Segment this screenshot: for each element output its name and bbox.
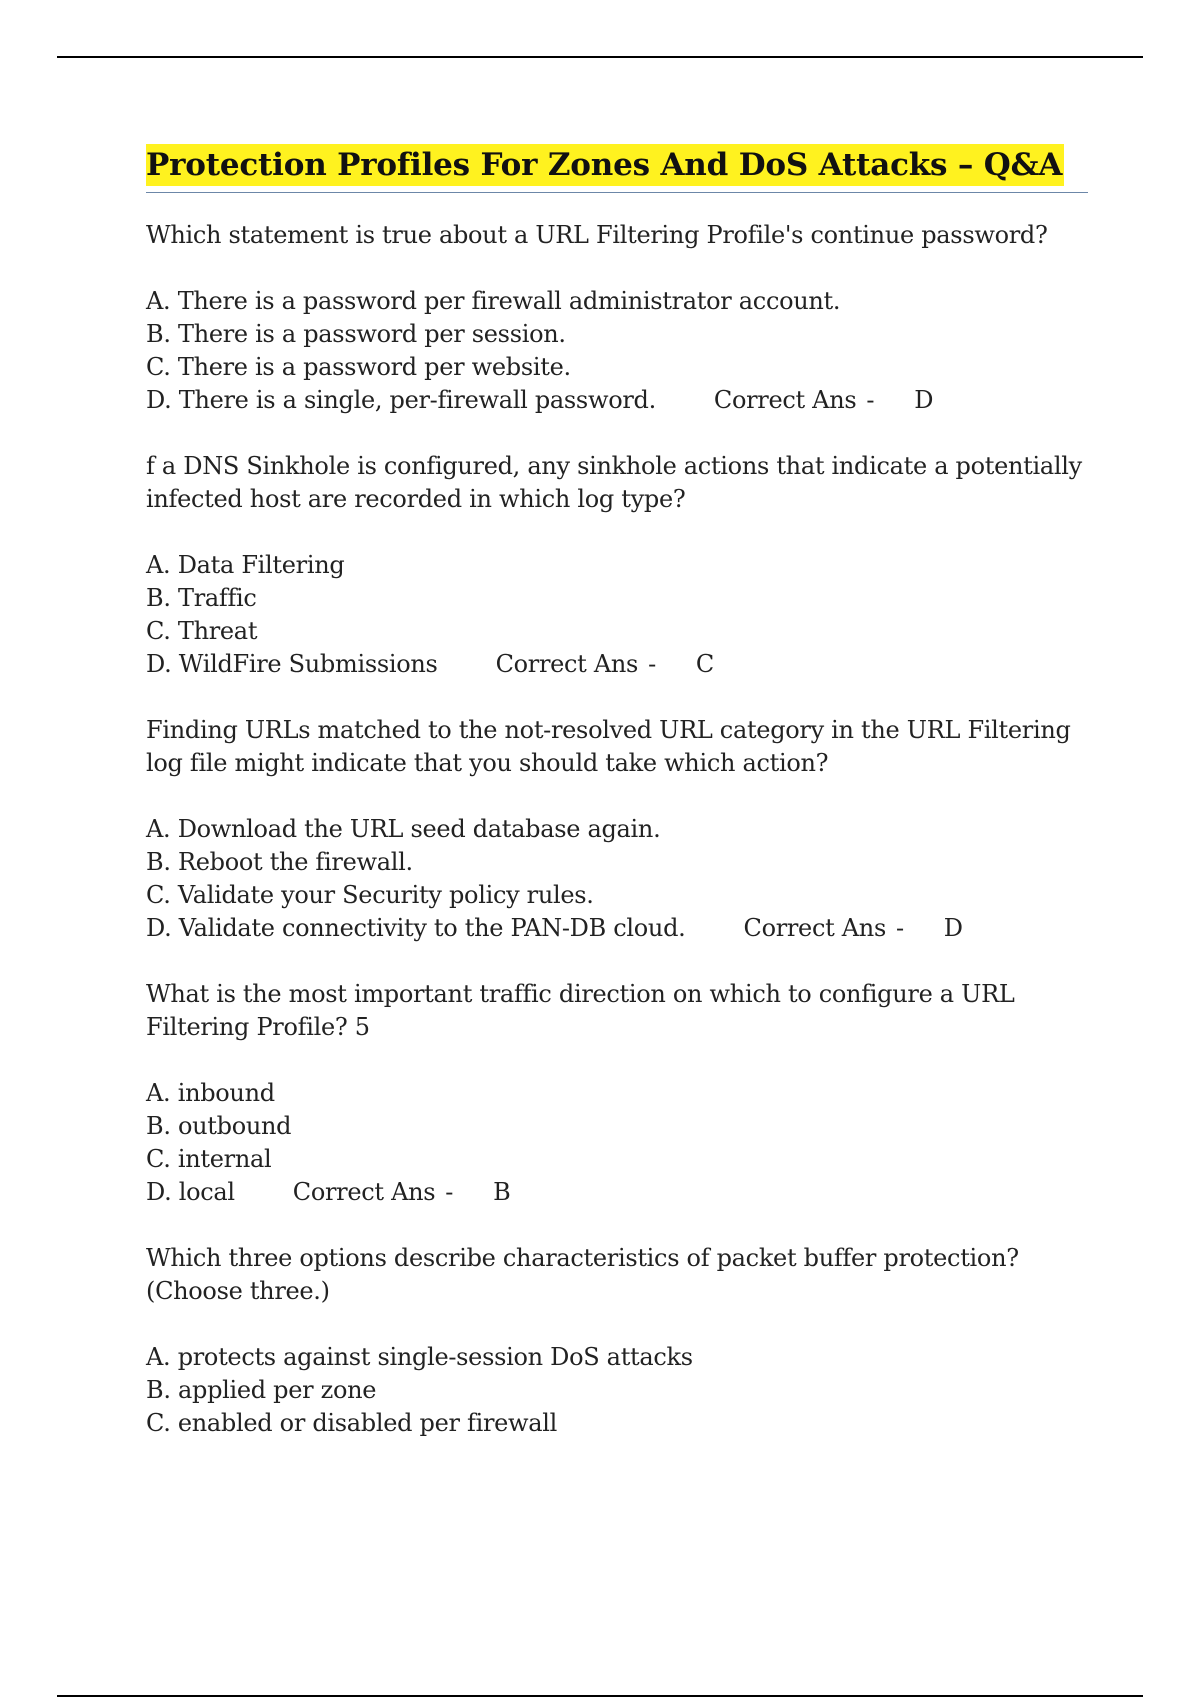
option-item: B. outbound [146,1112,292,1140]
option-item: B. Traffic [146,584,257,612]
question-block [146,1242,1096,1440]
correct-answer-letter: D [914,386,934,414]
document-body [146,144,1096,1473]
answer-dash: - [648,650,656,678]
option-item: A. Download the URL seed database again. [146,815,661,843]
option-item: B. Reboot the firewall. [146,848,413,876]
option-item: C. Validate your Security policy rules. [146,881,594,909]
option-item: A. inbound [146,1079,275,1107]
option-item: D. WildFire Submissions Correct Ans - C [146,650,714,678]
question-text: Which three options describe characteristics of packet buffer protection? (Choose three.) [146,1244,1019,1305]
option-item: A. protects against single-session DoS attacks [146,1343,693,1371]
correct-answer-label: Correct Ans [743,914,886,942]
option-item: B. There is a password per session. [146,320,566,348]
option-item: B. applied per zone [146,1376,377,1404]
option-item: C. There is a password per website. [146,353,571,381]
answer-dash: - [895,914,904,942]
option-item: C. internal [146,1145,272,1173]
option-item: A. There is a password per firewall administrator account. [146,287,841,315]
correct-answer-label: Correct Ans [495,650,639,678]
question-block [146,714,1096,945]
option-list [146,549,1096,681]
top-rule [57,56,1143,58]
question-text: What is the most important traffic direction on which to configure a URL Filtering Profile? 5 [146,980,1015,1041]
option-item: D. local Correct Ans - B [146,1178,511,1206]
option-item: D. There is a single, per-firewall password. Correct Ans - D [146,386,934,414]
question-text: Which statement is true about a URL Filtering Profile's continue password? [146,221,1048,249]
question-block [146,978,1096,1209]
question-text: Finding URLs matched to the not-resolved URL category in the URL Filtering log file might indicate that you should take which action? [146,716,1071,777]
correct-answer-letter: C [695,650,714,678]
correct-answer-letter: D [943,914,963,942]
option-item: A. Data Filtering [146,551,345,579]
question-block [146,219,1096,417]
correct-answer-label: Correct Ans [713,386,857,414]
page-title: Protection Profiles For Zones And DoS Attacks – Q&A [146,144,1064,186]
option-list [146,285,1096,417]
option-item: C. enabled or disabled per firewall [146,1409,558,1437]
option-item: C. Threat [146,617,258,645]
question-text: f a DNS Sinkhole is configured, any sinkhole actions that indicate a potentially infected host are recorded in which log type? [146,452,1082,513]
title-block [146,144,1088,193]
correct-answer-label: Correct Ans [292,1178,436,1206]
option-list [146,1341,1096,1440]
question-block [146,450,1096,681]
bottom-rule [57,1695,1143,1697]
correct-answer-letter: B [493,1178,511,1206]
option-list [146,813,1096,945]
answer-dash: - [866,386,875,414]
option-item: D. Validate connectivity to the PAN-DB cloud. Correct Ans - D [146,914,963,942]
option-list [146,1077,1096,1209]
answer-dash: - [445,1178,454,1206]
